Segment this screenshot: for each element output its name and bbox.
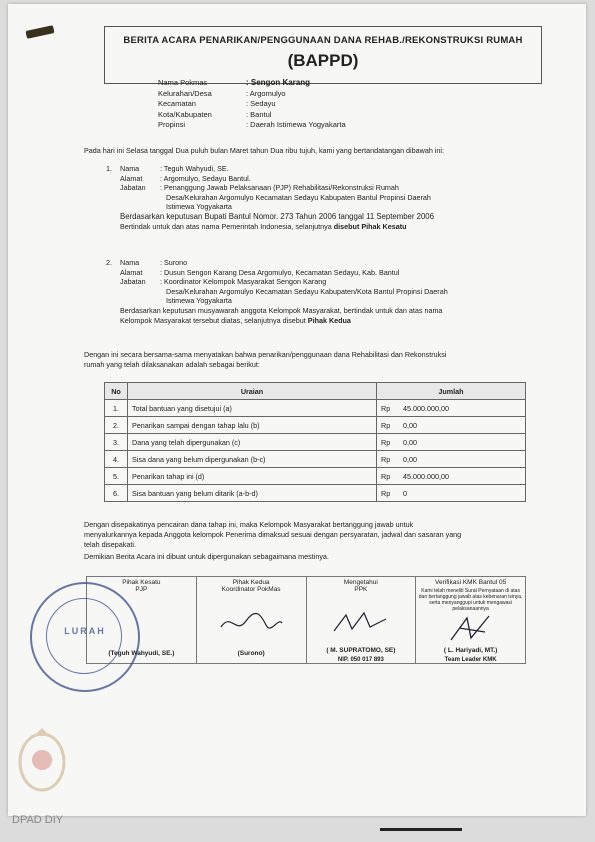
document-title: BERITA ACARA PENARIKAN/PENGGUNAAN DANA REHAB./REKONSTRUKSI RUMAH xyxy=(123,35,523,46)
table-header-row xyxy=(105,383,526,400)
party-act: Bertindak untuk dan atas nama Pemerintah Indonesia, selanjutnya xyxy=(120,221,332,231)
signature-role-title: Koordinator PokMas xyxy=(221,586,281,593)
party-designation: Pihak Kedua xyxy=(307,315,351,325)
statement-line: rumah yang telah dilaksanakan adalah sebagai berikut: xyxy=(84,360,260,369)
amount-value: 0,00 xyxy=(403,454,417,464)
signature-role-title: PPK xyxy=(354,586,368,593)
party-name: : Surono xyxy=(160,258,188,267)
identity-value: : Daerah Istimewa Yogyakarta xyxy=(246,120,346,129)
closing-line: menyalurkannya kepada Anggota kelompok Penerima dimaksud sesuai dengan persyaratan, jadwal dan sasaran yang xyxy=(84,530,462,539)
government-emblem-icon xyxy=(14,726,70,796)
party-position: : Koordinator Kelompok Masyarakat Sengon Karang xyxy=(160,277,327,287)
row-amount xyxy=(377,400,526,417)
row-number: 1. xyxy=(105,400,128,417)
col-header-amount: Jumlah xyxy=(377,383,526,400)
party-position-cont: Desa/Kelurahan Argomulyo Kecamatan Sedayu Kabupaten Bantul Propinsi Daerah xyxy=(166,192,431,202)
amount-value: 45.000.000,00 xyxy=(403,403,449,413)
row-description: Sisa bantuan yang belum ditarik (a-b-d) xyxy=(128,485,377,502)
party-label: Nama xyxy=(120,258,140,267)
table-row xyxy=(105,485,526,502)
identity-value: : Sedayu xyxy=(246,99,276,108)
party-two-block xyxy=(106,258,526,325)
row-description: Penarikan sampai dengan tahap lalu (b) xyxy=(128,417,377,434)
party-name: : Teguh Wahyudi, SE. xyxy=(160,164,229,173)
signature-cell xyxy=(306,577,416,664)
signature-table xyxy=(86,576,526,664)
row-number: 5. xyxy=(105,468,128,485)
row-number: 6. xyxy=(105,485,128,502)
signatory-name: (Surono) xyxy=(237,650,265,657)
row-description: Sisa dana yang belum dipergunakan (b-c) xyxy=(128,451,377,468)
signatory-name: ( M. SUPRATOMO, SE) xyxy=(326,647,396,654)
identity-value: : Argomulyo xyxy=(246,88,286,98)
row-amount xyxy=(377,417,526,434)
identity-label: Kota/Kabupaten xyxy=(158,109,212,119)
party-position-cont: Desa/Kelurahan Argomulyo Kecamatan Sedayu Kabupaten/Kota Bantul Propinsi Daerah xyxy=(166,286,448,296)
statement-line: Dengan ini secara bersama-sama menyatakan bahwa penarikan/penggunaan dana Rehabilitasi dan Rekonstruksi xyxy=(84,350,447,359)
row-description: Dana yang telah dipergunakan (c) xyxy=(128,434,377,451)
amount-value: 0 xyxy=(403,488,407,498)
table-row xyxy=(105,468,526,485)
closing-line: Demikian Berita Acara ini dibuat untuk dipergunakan sebagaimana mestinya. xyxy=(84,552,329,561)
row-number: 2. xyxy=(105,417,128,434)
identity-value: : Sengon Karang xyxy=(246,78,311,87)
signatory-title: Team Leader KMK xyxy=(444,657,497,663)
table-row xyxy=(105,434,526,451)
row-amount xyxy=(377,451,526,468)
row-number: 3. xyxy=(105,434,128,451)
identity-label: Kelurahan/Desa xyxy=(158,88,212,98)
official-stamp xyxy=(30,582,140,692)
title-box xyxy=(104,26,542,84)
party-act: Kelompok Masyarakat tersebut diatas, selanjutnya disebut xyxy=(120,315,306,325)
party-number: 1. xyxy=(106,164,112,173)
currency-label: Rp xyxy=(381,471,391,481)
identity-block xyxy=(158,78,346,131)
row-number: 4. xyxy=(105,451,128,468)
identity-label: Propinsi xyxy=(158,120,186,129)
signature-cell xyxy=(196,577,306,664)
amount-value: 0,00 xyxy=(403,437,417,447)
closing-line: Dengan disepakatinya pencairan dana tahap ini, maka Kelompok Masyarakat bertanggung jawab untuk xyxy=(84,520,414,529)
party-designation: disebut Pihak Kesatu xyxy=(333,221,407,231)
currency-label: Rp xyxy=(381,454,391,464)
signature-role: Verifikasi KMK Bantul 05 xyxy=(435,579,507,586)
party-address: : Dusun Sengon Karang Desa Argomulyo, Kecamatan Sedayu, Kab. Bantul xyxy=(160,267,400,277)
party-address: : Argomulyo, Sedayu Bantul. xyxy=(160,173,251,183)
footer-bar xyxy=(380,828,462,831)
table-row xyxy=(105,417,526,434)
row-amount xyxy=(377,468,526,485)
amount-value: 0,00 xyxy=(403,420,417,430)
amount-value: 45.000.000,00 xyxy=(403,471,449,481)
table-row xyxy=(105,400,526,417)
row-description: Penarikan tahap ini (d) xyxy=(128,468,377,485)
party-label: Nama xyxy=(120,164,140,173)
fund-table xyxy=(104,382,526,502)
identity-label: Nama Pokmas xyxy=(158,78,208,87)
row-description: Total bantuan yang disetujui (a) xyxy=(128,400,377,417)
document-acronym: (BAPPD) xyxy=(287,51,359,70)
party-label: Jabatan xyxy=(120,183,146,193)
party-label: Jabatan xyxy=(120,277,146,287)
closing-line: telah disepakati. xyxy=(84,540,136,549)
stamp-label: LURAH xyxy=(64,626,106,636)
row-amount xyxy=(377,485,526,502)
signature-role-title: Kami telah meneliti Surat Pernyataan di atas dan bertanggung jawab atas kebenaran isinya, serta menyanggupi untuk mengawasi pelaksanaannya xyxy=(418,588,523,612)
identity-value: : Bantul xyxy=(246,109,272,119)
signature-role: Pihak Kesatu xyxy=(122,579,161,586)
signature-role: Mengetahui xyxy=(343,579,378,586)
signature-scribble-icon xyxy=(326,607,396,637)
party-label: Alamat xyxy=(120,173,143,183)
signatory-id: NIP. 050 017 893 xyxy=(337,657,384,663)
footer-label: DPAD DIY xyxy=(12,814,64,826)
party-basis: Berdasarkan keputusan musyawarah anggota Kelompok Masyarakat, bertindak untuk dan atas nama xyxy=(120,305,443,315)
currency-label: Rp xyxy=(381,403,391,413)
currency-label: Rp xyxy=(381,488,391,498)
party-position-cont: Istimewa Yogyakarta xyxy=(166,202,232,212)
col-header-no: No xyxy=(105,383,128,400)
currency-label: Rp xyxy=(381,420,391,430)
currency-label: Rp xyxy=(381,437,391,447)
party-basis: Berdasarkan keputusan Bupati Bantul Nomor. 273 Tahun 2006 tanggal 11 September 2006 xyxy=(120,211,434,221)
col-header-description: Uraian xyxy=(128,383,377,400)
signature-cell xyxy=(416,577,526,664)
intro-paragraph: Pada hari ini Selasa tanggal Dua puluh bulan Maret tahun Dua ribu tujuh, kami yang bertandatangan dibawah ini: xyxy=(84,146,445,155)
tape-mark xyxy=(25,25,54,39)
signature-scribble-icon xyxy=(216,607,286,637)
signature-role: Pihak Kedua xyxy=(232,579,270,586)
signature-scribble-icon xyxy=(441,614,501,642)
signatory-name: (Teguh Wahyudi, SE.) xyxy=(108,650,175,657)
stamp-inner-ring xyxy=(46,598,122,674)
party-label: Alamat xyxy=(120,267,143,277)
table-row xyxy=(105,451,526,468)
party-position: : Penanggung Jawab Pelaksanaan (PJP) Rehabilitasi/Rekonstruksi Rumah xyxy=(160,183,399,193)
identity-label: Kecamatan xyxy=(158,99,196,108)
row-amount xyxy=(377,434,526,451)
party-number: 2. xyxy=(106,258,112,267)
signature-role-title: PJP xyxy=(135,586,148,593)
signatory-name: ( L. Hariyadi, MT.) xyxy=(443,647,498,654)
party-position-cont: Istimewa Yogyakarta xyxy=(166,296,232,306)
party-one-block xyxy=(106,164,526,231)
